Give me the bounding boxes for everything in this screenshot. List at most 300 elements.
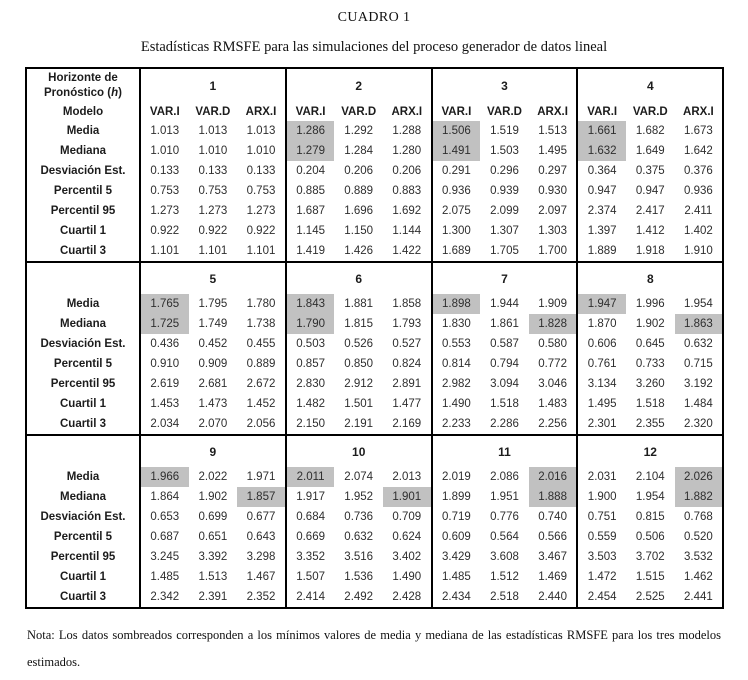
value-cell: 1.795 <box>198 298 228 310</box>
statistic-row-label: Cuartil 1 <box>59 398 106 410</box>
value-cell: 3.516 <box>344 551 374 563</box>
value-cell: 1.101 <box>246 245 276 257</box>
value-cell: 1.419 <box>286 241 335 262</box>
empty-corner-cell <box>26 435 140 467</box>
value-cell: 0.503 <box>286 334 335 354</box>
value-cell: 0.204 <box>286 161 335 181</box>
value-cell: 3.094 <box>490 378 519 390</box>
value-cell: 1.642 <box>683 145 713 157</box>
value-cell: 0.677 <box>246 511 276 523</box>
value-cell: 1.917 <box>286 487 335 507</box>
value-cell: 1.673 <box>683 125 713 137</box>
value-cell: 0.669 <box>286 527 335 547</box>
value-cell: 1.452 <box>246 398 276 410</box>
statistic-row-label: Cuartil 1 <box>59 571 106 583</box>
value-cell: 1.300 <box>432 221 481 241</box>
value-cell: 0.922 <box>140 221 189 241</box>
statistic-row-label: Percentil 95 <box>50 378 116 390</box>
value-cell: 2.233 <box>432 414 481 435</box>
value-cell: 1.101 <box>198 245 228 257</box>
model-column-header: ARX.I <box>391 106 423 118</box>
value-cell-shaded-minimum: 1.828 <box>529 314 578 334</box>
statistic-row-label: Mediana <box>59 318 106 330</box>
value-cell: 1.830 <box>432 314 481 334</box>
value-cell: 1.013 <box>140 121 189 141</box>
value-cell: 1.858 <box>392 298 422 310</box>
value-cell: 0.553 <box>432 334 481 354</box>
value-cell-shaded-minimum: 1.863 <box>675 314 724 334</box>
value-cell: 0.768 <box>683 511 713 523</box>
value-cell: 1.484 <box>683 398 713 410</box>
value-cell: 1.495 <box>577 394 626 414</box>
value-cell: 2.256 <box>538 418 567 430</box>
value-cell: 0.559 <box>577 527 626 547</box>
value-cell: 1.284 <box>344 145 374 157</box>
value-cell: 1.518 <box>635 398 665 410</box>
value-cell: 0.527 <box>392 338 422 350</box>
value-cell: 3.402 <box>392 551 422 563</box>
value-cell: 1.501 <box>344 398 374 410</box>
value-cell: 2.342 <box>140 587 189 608</box>
value-cell: 2.355 <box>635 418 665 430</box>
value-cell: 0.857 <box>286 354 335 374</box>
value-cell: 3.702 <box>635 551 665 563</box>
value-cell: 1.513 <box>198 571 228 583</box>
value-cell: 0.297 <box>538 165 567 177</box>
horizon-header-line1: Horizonte de <box>48 72 118 85</box>
value-cell: 0.624 <box>392 531 422 543</box>
value-cell: 3.134 <box>577 374 626 394</box>
value-cell-shaded-minimum: 2.026 <box>675 467 724 487</box>
statistic-row-label: Desviación Est. <box>40 338 126 350</box>
value-cell-shaded-minimum: 1.661 <box>577 121 626 141</box>
value-cell: 0.709 <box>392 511 422 523</box>
value-cell: 1.307 <box>490 225 519 237</box>
statistic-row-label: Cuartil 1 <box>59 225 106 237</box>
value-cell: 0.291 <box>432 161 481 181</box>
value-cell: 0.643 <box>246 531 276 543</box>
value-cell: 1.280 <box>392 145 422 157</box>
value-cell: 1.519 <box>490 125 519 137</box>
value-cell-shaded-minimum: 1.898 <box>432 294 481 314</box>
value-cell: 1.145 <box>286 221 335 241</box>
value-cell: 1.303 <box>538 225 567 237</box>
value-cell: 2.681 <box>198 378 228 390</box>
model-row-label: Modelo <box>62 106 104 118</box>
value-cell: 2.619 <box>140 374 189 394</box>
value-cell: 2.352 <box>246 591 276 603</box>
value-cell: 1.467 <box>246 571 276 583</box>
value-cell: 1.013 <box>198 125 228 137</box>
value-cell: 0.889 <box>246 358 276 370</box>
value-cell: 0.936 <box>683 185 713 197</box>
value-cell: 1.513 <box>538 125 567 137</box>
value-cell: 1.536 <box>344 571 374 583</box>
horizon-number-header: 9 <box>140 435 286 467</box>
value-cell: 0.753 <box>246 185 276 197</box>
value-cell: 1.899 <box>432 487 481 507</box>
value-cell: 0.922 <box>246 225 276 237</box>
value-cell: 1.700 <box>538 245 567 257</box>
value-cell: 1.954 <box>683 298 713 310</box>
value-cell: 0.740 <box>538 511 567 523</box>
statistic-row-label: Media <box>66 125 100 137</box>
value-cell: 0.850 <box>344 358 374 370</box>
value-cell: 2.099 <box>490 205 519 217</box>
value-cell: 1.453 <box>140 394 189 414</box>
model-column-header: ARX.I <box>537 106 568 118</box>
value-cell: 1.010 <box>140 141 189 161</box>
value-cell: 0.133 <box>198 165 228 177</box>
value-cell: 0.930 <box>538 185 567 197</box>
value-cell: 0.520 <box>683 531 713 543</box>
value-cell: 3.467 <box>538 551 567 563</box>
value-cell: 1.150 <box>344 225 374 237</box>
value-cell-shaded-minimum: 1.491 <box>432 141 481 161</box>
value-cell: 2.286 <box>490 418 519 430</box>
horizon-header-line2: Pronóstico ( <box>44 87 112 99</box>
value-cell: 1.682 <box>635 125 665 137</box>
statistic-row-label: Media <box>66 298 100 310</box>
value-cell: 0.947 <box>577 181 626 201</box>
value-cell: 0.936 <box>432 181 481 201</box>
value-cell: 0.455 <box>246 338 276 350</box>
value-cell: 0.699 <box>198 511 228 523</box>
value-cell: 1.273 <box>246 205 276 217</box>
value-cell: 0.684 <box>286 507 335 527</box>
value-cell: 1.518 <box>490 398 519 410</box>
rmsfe-statistics-table <box>25 67 724 609</box>
horizon-header-line2-close: ) <box>118 87 122 99</box>
value-cell: 1.692 <box>392 205 422 217</box>
horizon-number-header: 4 <box>577 68 723 103</box>
value-cell: 2.301 <box>577 414 626 435</box>
value-cell: 1.902 <box>635 318 665 330</box>
value-cell: 3.298 <box>246 551 276 563</box>
value-cell: 1.288 <box>392 125 422 137</box>
value-cell-shaded-minimum: 1.966 <box>140 467 189 487</box>
value-cell-shaded-minimum: 2.011 <box>286 467 335 487</box>
value-cell: 2.454 <box>577 587 626 608</box>
statistic-row-label: Desviación Est. <box>40 165 126 177</box>
value-cell: 1.793 <box>392 318 422 330</box>
value-cell: 2.031 <box>577 467 626 487</box>
statistic-row-label: Percentil 5 <box>53 358 113 370</box>
value-cell: 0.815 <box>635 511 665 523</box>
value-cell: 2.525 <box>635 591 665 603</box>
value-cell: 1.485 <box>432 567 481 587</box>
value-cell: 1.910 <box>683 245 713 257</box>
value-cell: 2.104 <box>635 471 665 483</box>
horizon-number-header: 11 <box>432 435 578 467</box>
value-cell: 0.794 <box>490 358 519 370</box>
value-cell: 2.672 <box>246 378 276 390</box>
value-cell: 1.490 <box>392 571 422 583</box>
value-cell: 2.150 <box>286 414 335 435</box>
model-column-header: VAR.I <box>140 103 189 121</box>
value-cell: 1.477 <box>392 398 422 410</box>
value-cell: 1.144 <box>392 225 422 237</box>
value-cell: 0.753 <box>140 181 189 201</box>
value-cell: 0.566 <box>538 531 567 543</box>
model-column-header: VAR.I <box>286 103 335 121</box>
value-cell: 2.891 <box>392 378 422 390</box>
value-cell: 3.192 <box>683 378 713 390</box>
statistic-row-label: Percentil 5 <box>53 531 113 543</box>
value-cell-shaded-minimum: 2.016 <box>529 467 578 487</box>
statistic-row-label: Cuartil 3 <box>59 418 106 430</box>
value-cell: 2.434 <box>432 587 481 608</box>
value-cell-shaded-minimum: 1.843 <box>286 294 335 314</box>
value-cell: 3.503 <box>577 547 626 567</box>
value-cell: 1.951 <box>490 491 519 503</box>
value-cell: 0.947 <box>635 185 665 197</box>
value-cell: 1.469 <box>538 571 567 583</box>
value-cell: 0.889 <box>344 185 374 197</box>
value-cell: 0.715 <box>683 358 713 370</box>
value-cell: 0.526 <box>344 338 374 350</box>
value-cell: 0.645 <box>635 338 665 350</box>
value-cell: 2.097 <box>538 205 567 217</box>
value-cell: 2.013 <box>392 471 422 483</box>
value-cell: 0.736 <box>344 511 374 523</box>
value-cell: 0.452 <box>198 338 228 350</box>
page-subtitle: Estadísticas RMSFE para las simulaciones del proceso generador de datos lineal <box>140 39 608 55</box>
value-cell: 1.889 <box>577 241 626 262</box>
value-cell: 1.495 <box>538 145 567 157</box>
value-cell: 2.411 <box>684 205 713 217</box>
value-cell: 0.733 <box>635 358 665 370</box>
value-cell: 2.070 <box>198 418 228 430</box>
value-cell: 0.772 <box>538 358 567 370</box>
horizon-number-header: 1 <box>140 68 286 103</box>
value-cell: 2.912 <box>344 378 374 390</box>
value-cell: 1.462 <box>683 571 713 583</box>
model-column-header: VAR.D <box>341 106 377 118</box>
value-cell: 3.352 <box>286 547 335 567</box>
value-cell: 2.074 <box>344 471 374 483</box>
value-cell: 0.364 <box>577 161 626 181</box>
value-cell: 0.206 <box>392 165 422 177</box>
value-cell: 1.780 <box>246 298 276 310</box>
value-cell: 0.776 <box>490 511 519 523</box>
value-cell: 1.870 <box>577 314 626 334</box>
value-cell: 1.954 <box>635 491 665 503</box>
value-cell: 2.022 <box>198 471 228 483</box>
value-cell: 2.440 <box>538 591 567 603</box>
horizon-number-header: 12 <box>577 435 723 467</box>
value-cell: 3.046 <box>538 378 567 390</box>
value-cell-shaded-minimum: 1.882 <box>675 487 724 507</box>
model-column-header: VAR.I <box>577 103 626 121</box>
value-cell: 1.900 <box>577 487 626 507</box>
value-cell: 1.101 <box>140 241 189 262</box>
value-cell: 2.414 <box>286 587 335 608</box>
value-cell: 3.260 <box>635 378 665 390</box>
value-cell: 1.687 <box>286 201 335 221</box>
value-cell: 0.206 <box>344 165 374 177</box>
horizon-number-header: 2 <box>286 68 432 103</box>
value-cell: 0.910 <box>140 354 189 374</box>
value-cell: 2.518 <box>490 591 519 603</box>
value-cell-shaded-minimum: 1.857 <box>237 487 286 507</box>
value-cell: 1.512 <box>490 571 519 583</box>
value-cell: 1.010 <box>246 145 276 157</box>
value-cell-shaded-minimum: 1.725 <box>140 314 189 334</box>
value-cell: 0.761 <box>577 354 626 374</box>
value-cell: 0.687 <box>140 527 189 547</box>
value-cell: 1.515 <box>635 571 665 583</box>
value-cell: 1.426 <box>344 245 374 257</box>
statistic-row-label: Percentil 5 <box>53 185 113 197</box>
value-cell-shaded-minimum: 1.790 <box>286 314 335 334</box>
value-cell: 0.883 <box>392 185 422 197</box>
value-cell: 1.864 <box>140 487 189 507</box>
value-cell: 0.436 <box>140 334 189 354</box>
value-cell: 0.922 <box>198 225 228 237</box>
value-cell: 2.086 <box>490 471 519 483</box>
statistic-row-label: Desviación Est. <box>40 511 126 523</box>
value-cell: 0.632 <box>683 338 713 350</box>
value-cell: 2.320 <box>683 418 713 430</box>
value-cell-shaded-minimum: 1.901 <box>383 487 432 507</box>
value-cell: 2.391 <box>198 591 228 603</box>
statistic-row-label: Mediana <box>59 491 106 503</box>
horizon-number-header: 5 <box>140 262 286 294</box>
value-cell: 2.441 <box>683 591 713 603</box>
value-cell: 0.885 <box>286 181 335 201</box>
value-cell-shaded-minimum: 1.765 <box>140 294 189 314</box>
value-cell: 0.133 <box>140 161 189 181</box>
value-cell: 3.392 <box>198 551 228 563</box>
value-cell: 0.824 <box>392 358 422 370</box>
value-cell: 1.749 <box>198 318 228 330</box>
value-cell: 1.013 <box>246 125 276 137</box>
value-cell: 1.689 <box>432 241 481 262</box>
value-cell: 0.632 <box>344 531 374 543</box>
value-cell: 2.019 <box>432 467 481 487</box>
value-cell: 1.472 <box>577 567 626 587</box>
value-cell: 1.292 <box>344 125 374 137</box>
value-cell: 3.245 <box>140 547 189 567</box>
value-cell: 1.273 <box>140 201 189 221</box>
horizon-number-header: 6 <box>286 262 432 294</box>
value-cell: 1.815 <box>344 318 374 330</box>
value-cell: 1.485 <box>140 567 189 587</box>
value-cell: 2.374 <box>577 201 626 221</box>
value-cell: 1.996 <box>635 298 665 310</box>
value-cell: 1.918 <box>635 245 665 257</box>
value-cell: 1.273 <box>198 205 228 217</box>
value-cell: 1.412 <box>635 225 665 237</box>
value-cell: 1.971 <box>246 471 276 483</box>
value-cell: 1.902 <box>198 491 228 503</box>
horizon-number-header: 3 <box>432 68 578 103</box>
value-cell: 0.653 <box>140 507 189 527</box>
value-cell: 1.705 <box>490 245 519 257</box>
value-cell: 1.422 <box>392 245 422 257</box>
value-cell: 0.719 <box>432 507 481 527</box>
value-cell: 0.939 <box>490 185 519 197</box>
value-cell: 2.492 <box>344 591 374 603</box>
value-cell: 2.982 <box>432 374 481 394</box>
statistic-row-label: Cuartil 3 <box>59 591 106 603</box>
value-cell: 2.169 <box>392 418 422 430</box>
value-cell: 1.507 <box>286 567 335 587</box>
model-column-header: VAR.D <box>632 106 668 118</box>
value-cell: 0.909 <box>198 358 228 370</box>
value-cell: 1.649 <box>635 145 665 157</box>
value-cell: 2.191 <box>344 418 374 430</box>
value-cell: 1.503 <box>490 145 519 157</box>
empty-corner-cell <box>26 262 140 294</box>
value-cell: 1.397 <box>577 221 626 241</box>
statistic-row-label: Mediana <box>59 145 106 157</box>
value-cell: 2.056 <box>246 418 276 430</box>
value-cell: 0.814 <box>432 354 481 374</box>
value-cell: 0.564 <box>490 531 519 543</box>
value-cell-shaded-minimum: 1.947 <box>577 294 626 314</box>
value-cell: 1.402 <box>683 225 713 237</box>
model-column-header: ARX.I <box>683 106 714 118</box>
value-cell: 1.482 <box>286 394 335 414</box>
forecast-horizon-header <box>26 68 140 103</box>
value-cell: 0.753 <box>198 185 228 197</box>
value-cell: 0.587 <box>490 338 519 350</box>
statistic-row-label: Percentil 95 <box>50 205 116 217</box>
model-column-header: VAR.D <box>487 106 522 118</box>
value-cell: 1.473 <box>198 398 228 410</box>
value-cell: 0.133 <box>246 165 276 177</box>
horizon-number-header: 8 <box>577 262 723 294</box>
value-cell: 2.428 <box>392 591 422 603</box>
value-cell: 0.609 <box>432 527 481 547</box>
model-column-header: VAR.I <box>432 103 481 121</box>
value-cell-shaded-minimum: 1.286 <box>286 121 335 141</box>
horizon-number-header: 7 <box>432 262 578 294</box>
value-cell: 1.696 <box>344 205 374 217</box>
value-cell: 1.881 <box>344 298 374 310</box>
statistic-row-label: Cuartil 3 <box>59 245 106 257</box>
value-cell-shaded-minimum: 1.279 <box>286 141 335 161</box>
horizon-number-header: 10 <box>286 435 432 467</box>
value-cell: 1.861 <box>490 318 519 330</box>
value-cell: 1.952 <box>344 491 374 503</box>
value-cell: 3.429 <box>432 547 481 567</box>
value-cell: 1.909 <box>538 298 567 310</box>
value-cell: 1.944 <box>490 298 519 310</box>
value-cell: 3.608 <box>490 551 519 563</box>
value-cell: 2.830 <box>286 374 335 394</box>
value-cell-shaded-minimum: 1.632 <box>577 141 626 161</box>
value-cell: 0.751 <box>577 507 626 527</box>
value-cell: 0.506 <box>635 531 665 543</box>
page-title: CUADRO 1 <box>337 10 411 25</box>
model-column-header: VAR.D <box>195 106 231 118</box>
value-cell: 0.296 <box>490 165 519 177</box>
model-column-header: ARX.I <box>245 106 277 118</box>
value-cell-shaded-minimum: 1.506 <box>432 121 481 141</box>
value-cell: 1.490 <box>432 394 481 414</box>
value-cell: 0.606 <box>577 334 626 354</box>
value-cell: 3.532 <box>683 551 713 563</box>
value-cell: 2.034 <box>140 414 189 435</box>
statistic-row-label: Media <box>66 471 100 483</box>
table-footnote: Nota: Los datos sombreados corresponden a los mínimos valores de media y mediana de las estadísticas RMSFE para los tres modelos estimados. <box>27 628 721 669</box>
value-cell-shaded-minimum: 1.888 <box>529 487 578 507</box>
value-cell: 0.651 <box>198 531 228 543</box>
value-cell: 1.483 <box>538 398 567 410</box>
